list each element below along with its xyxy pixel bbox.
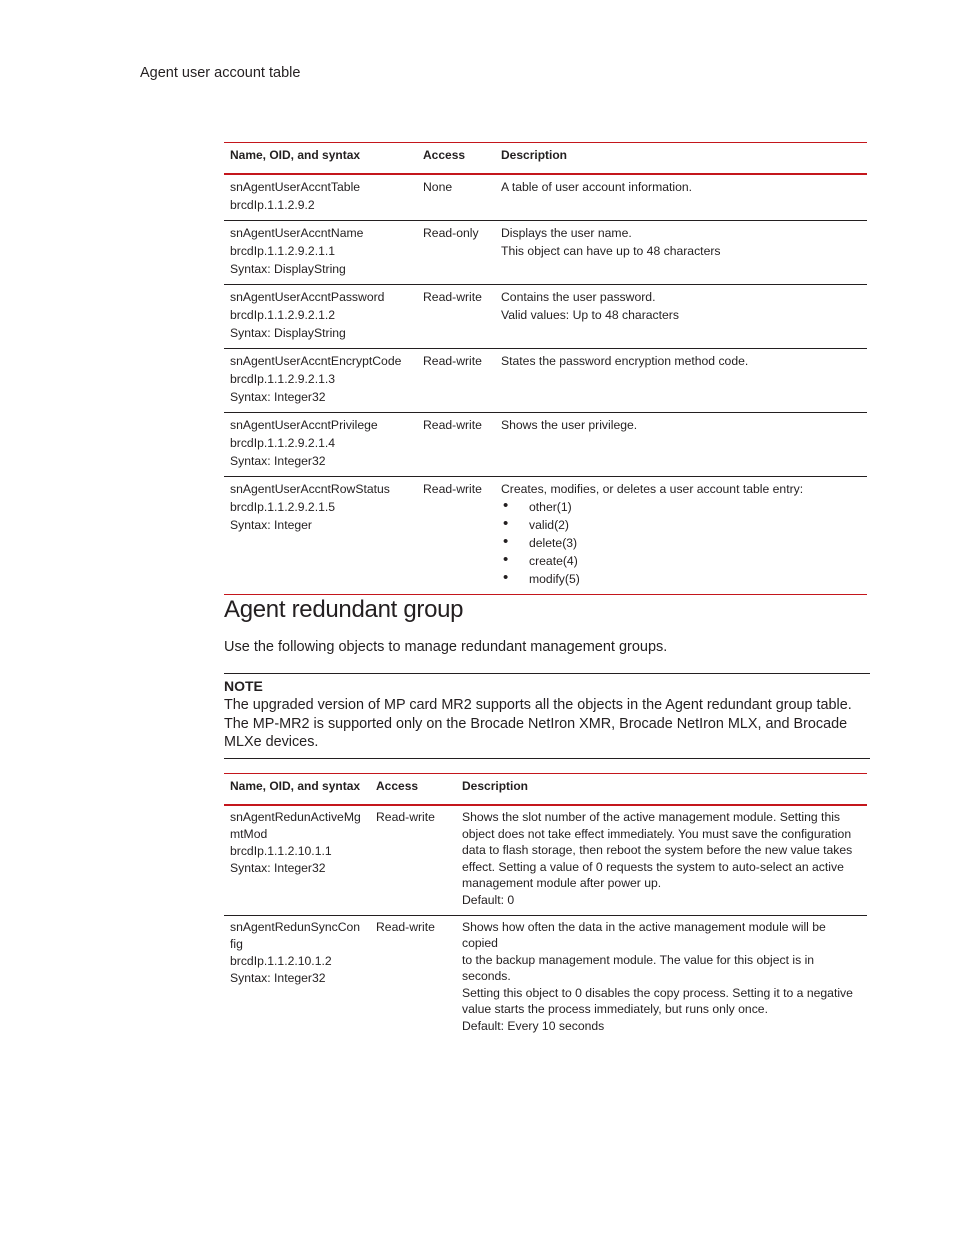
object-oid: brcdIp.1.1.2.9.2.1.2 xyxy=(230,308,336,322)
default-value: Default: Every 10 seconds xyxy=(462,1018,605,1033)
description-cell xyxy=(456,915,867,1041)
description-cell xyxy=(495,349,867,413)
column-header-name: Name, OID, and syntax xyxy=(224,774,370,806)
object-name: snAgentUserAccntPassword xyxy=(230,290,385,304)
access-cell: Read-write xyxy=(417,477,495,595)
object-name: snAgentRedunSyncCon xyxy=(230,919,361,934)
redundant-group-table xyxy=(224,773,867,1041)
description-text: This object can have up to 48 characters xyxy=(501,244,721,258)
list-item: • valid(2) xyxy=(501,516,861,534)
object-oid: brcdIp.1.1.2.10.1.2 xyxy=(230,953,332,968)
object-oid: brcdIp.1.1.2.9.2.1.5 xyxy=(230,500,336,514)
section-intro: Use the following objects to manage redundant management groups. xyxy=(224,639,668,655)
table-header-row xyxy=(224,143,867,175)
object-name-continued: mtMod xyxy=(230,827,268,841)
table-row xyxy=(224,285,867,349)
object-name-continued: fig xyxy=(230,936,243,951)
running-header: Agent user account table xyxy=(140,65,301,81)
table-row xyxy=(224,477,867,595)
description-text: A table of user account information. xyxy=(501,180,693,194)
description-text: Displays the user name. xyxy=(501,226,632,240)
status-value-list xyxy=(501,498,861,588)
default-value: Default: 0 xyxy=(462,892,515,907)
list-item: • delete(3) xyxy=(501,534,861,552)
description-text: Valid values: Up to 48 characters xyxy=(501,308,679,322)
name-cell xyxy=(224,915,370,1041)
section-title: Agent redundant group xyxy=(224,596,464,623)
access-cell: Read-write xyxy=(417,413,495,477)
description-text: Creates, modifies, or deletes a user account table entry: xyxy=(501,482,804,496)
object-name: snAgentUserAccntPrivilege xyxy=(230,418,378,432)
object-syntax: Syntax: Integer32 xyxy=(230,970,326,985)
access-cell: Read-only xyxy=(417,221,495,285)
object-name: snAgentUserAccntEncryptCode xyxy=(230,354,402,368)
list-item: • other(1) xyxy=(501,498,861,516)
note-box xyxy=(224,673,870,759)
object-syntax: Syntax: Integer32 xyxy=(230,390,326,404)
table-row xyxy=(224,413,867,477)
name-cell xyxy=(224,285,417,349)
table-header-row xyxy=(224,774,867,806)
name-cell xyxy=(224,349,417,413)
object-oid: brcdIp.1.1.2.10.1.1 xyxy=(230,844,332,858)
column-header-name: Name, OID, and syntax xyxy=(224,143,417,175)
object-syntax: Syntax: DisplayString xyxy=(230,326,346,340)
object-oid: brcdIp.1.1.2.9.2.1.4 xyxy=(230,436,336,450)
list-item: • create(4) xyxy=(501,552,861,570)
access-cell: Read-write xyxy=(376,919,435,934)
object-name: snAgentUserAccntTable xyxy=(230,180,361,194)
name-cell xyxy=(224,413,417,477)
name-cell xyxy=(224,477,417,595)
object-syntax: Syntax: Integer xyxy=(230,518,312,532)
object-name: snAgentUserAccntName xyxy=(230,226,364,240)
column-header-description: Description xyxy=(495,143,867,175)
description-text: States the password encryption method code. xyxy=(501,354,749,368)
table-row xyxy=(224,349,867,413)
object-syntax: Syntax: Integer32 xyxy=(230,861,326,875)
description-text: Shows how often the data in the active management module will be copied xyxy=(462,919,826,950)
object-name: snAgentUserAccntRowStatus xyxy=(230,482,390,496)
description-text: Setting this object to 0 disables the copy process. Setting it to a negative value starts the process immediately, but runs only once. xyxy=(462,985,853,1016)
name-cell xyxy=(224,174,417,221)
object-oid: brcdIp.1.1.2.9.2.1.1 xyxy=(230,244,336,258)
access-cell: None xyxy=(417,174,495,221)
description-cell xyxy=(495,477,867,595)
object-name: snAgentRedunActiveMg xyxy=(230,810,361,824)
description-text: Shows the slot number of the active management module. Setting this object does not take effect immediately. You must save the configuration data to flash storage, then reboot the system before the new value takes effect. Setting a value of 0 requests the system to auto-select an active management module after power up. xyxy=(462,810,853,890)
note-text: The upgraded version of MP card MR2 supports all the objects in the Agent redundant group table. The MP-MR2 is supported only on the Brocade NetIron XMR, Brocade NetIron MLX, and Brocade MLXe devices. xyxy=(224,697,852,750)
access-cell: Read-write xyxy=(417,349,495,413)
description-cell xyxy=(495,285,867,349)
object-oid: brcdIp.1.1.2.9.2.1.3 xyxy=(230,372,336,386)
object-oid: brcdIp.1.1.2.9.2 xyxy=(230,198,315,212)
name-cell xyxy=(224,221,417,285)
description-cell xyxy=(495,221,867,285)
description-cell xyxy=(456,805,867,915)
column-header-access: Access xyxy=(417,143,495,175)
object-syntax: Syntax: DisplayString xyxy=(230,262,346,276)
column-header-access: Access xyxy=(370,774,456,806)
description-cell xyxy=(495,174,867,221)
list-item: • modify(5) xyxy=(501,570,861,588)
description-cell xyxy=(495,413,867,477)
description-text: Shows the user privilege. xyxy=(501,418,638,432)
table-row xyxy=(224,221,867,285)
name-cell xyxy=(224,805,370,915)
table-row xyxy=(224,915,867,1041)
user-account-table xyxy=(224,142,867,595)
note-label: NOTE xyxy=(224,678,263,694)
object-syntax: Syntax: Integer32 xyxy=(230,454,326,468)
access-cell: Read-write xyxy=(370,805,456,915)
column-header-description: Description xyxy=(456,774,867,806)
table-row xyxy=(224,805,867,915)
description-text: to the backup management module. The value for this object is in seconds. xyxy=(462,952,815,983)
access-cell: Read-write xyxy=(417,285,495,349)
description-text: Contains the user password. xyxy=(501,290,656,304)
table-row xyxy=(224,174,867,221)
